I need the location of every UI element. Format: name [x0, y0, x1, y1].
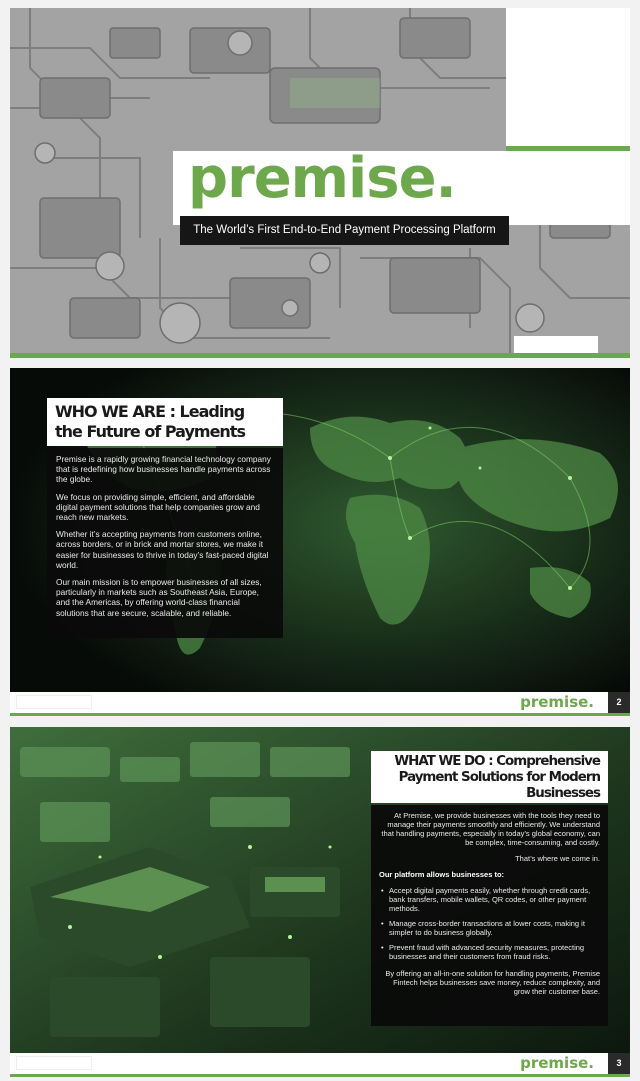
- slide-what-we-do: [10, 727, 630, 1077]
- footer-blank-box: [16, 695, 92, 709]
- list-item: • Prevent fraud with advanced security measures, protecting businesses and their customers from fraud risks.: [379, 943, 600, 961]
- slide-title: [10, 8, 630, 358]
- closing-paragraph: By offering an all-in-one solution for handling payments, Premise Fintech helps businesses save money, reduce complexity, and grow their customer base.: [385, 969, 600, 996]
- premise-logo: premise.: [188, 146, 456, 211]
- paragraph: Premise is a rapidly growing financial technology company that is redefining how businesses handle payments across the globe.: [56, 454, 271, 485]
- footer-blank-box: [16, 1056, 92, 1070]
- intro-paragraph-2: That’s where we come in.: [515, 854, 600, 863]
- footer-logo: premise.: [520, 693, 594, 711]
- slide-who-we-are: [10, 368, 630, 716]
- slide-footer: [10, 1053, 630, 1077]
- page-number: 3: [608, 1053, 630, 1074]
- tagline: The World’s First End-to-End Payment Processing Platform: [180, 216, 509, 245]
- title-line-1: WHAT WE DO : Comprehensive: [394, 754, 600, 769]
- paragraph: We focus on providing simple, efficient, and affordable digital payment solutions that help companies grow and reach new markets.: [56, 491, 260, 523]
- paragraph: Whether it’s accepting payments from customers online, across borders, or in brick and mortar stores, we make it easier for businesses to thrive in today’s fast-paced digital world.: [56, 529, 269, 570]
- benefits-list: [379, 886, 600, 961]
- list-item: • Manage cross-border transactions at lower costs, making it simpler to do business globally.: [379, 919, 600, 937]
- title-line-2: Payment Solutions for Modern: [398, 770, 600, 785]
- page-number: 2: [608, 692, 630, 713]
- who-we-are-body: [47, 448, 283, 638]
- green-bottom-bar: [10, 353, 630, 358]
- paragraph: Our main mission is to empower businesses of all sizes, particularly in markets such as Southeast Asia, Europe, and the Americas, by offering world-class financial solutions that are secure, scalable, and reliable.: [56, 577, 262, 618]
- what-we-do-body: [371, 805, 608, 1026]
- slide-footer: [10, 692, 630, 716]
- what-we-do-title: [371, 751, 608, 803]
- bottom-white-box: [514, 336, 598, 354]
- intro-paragraph: At Premise, we provide businesses with the tools they need to manage their payments smoothly and efficiently. We understand that handling payments, especially in today’s global economy, can be complex, time-consuming, and costly.: [381, 811, 600, 847]
- list-item: • Accept digital payments easily, whether through credit cards, bank transfers, mobile wallets, QR codes, or other payment methods.: [379, 886, 600, 913]
- footer-logo: premise.: [520, 1054, 594, 1072]
- title-white-panel: [506, 8, 630, 150]
- title-line-2: the Future of Payments: [55, 422, 245, 441]
- who-we-are-title: [47, 398, 283, 446]
- list-heading: Our platform allows businesses to:: [379, 870, 505, 879]
- title-line-3: Businesses: [526, 786, 600, 801]
- title-line-1: WHO WE ARE : Leading: [55, 402, 245, 421]
